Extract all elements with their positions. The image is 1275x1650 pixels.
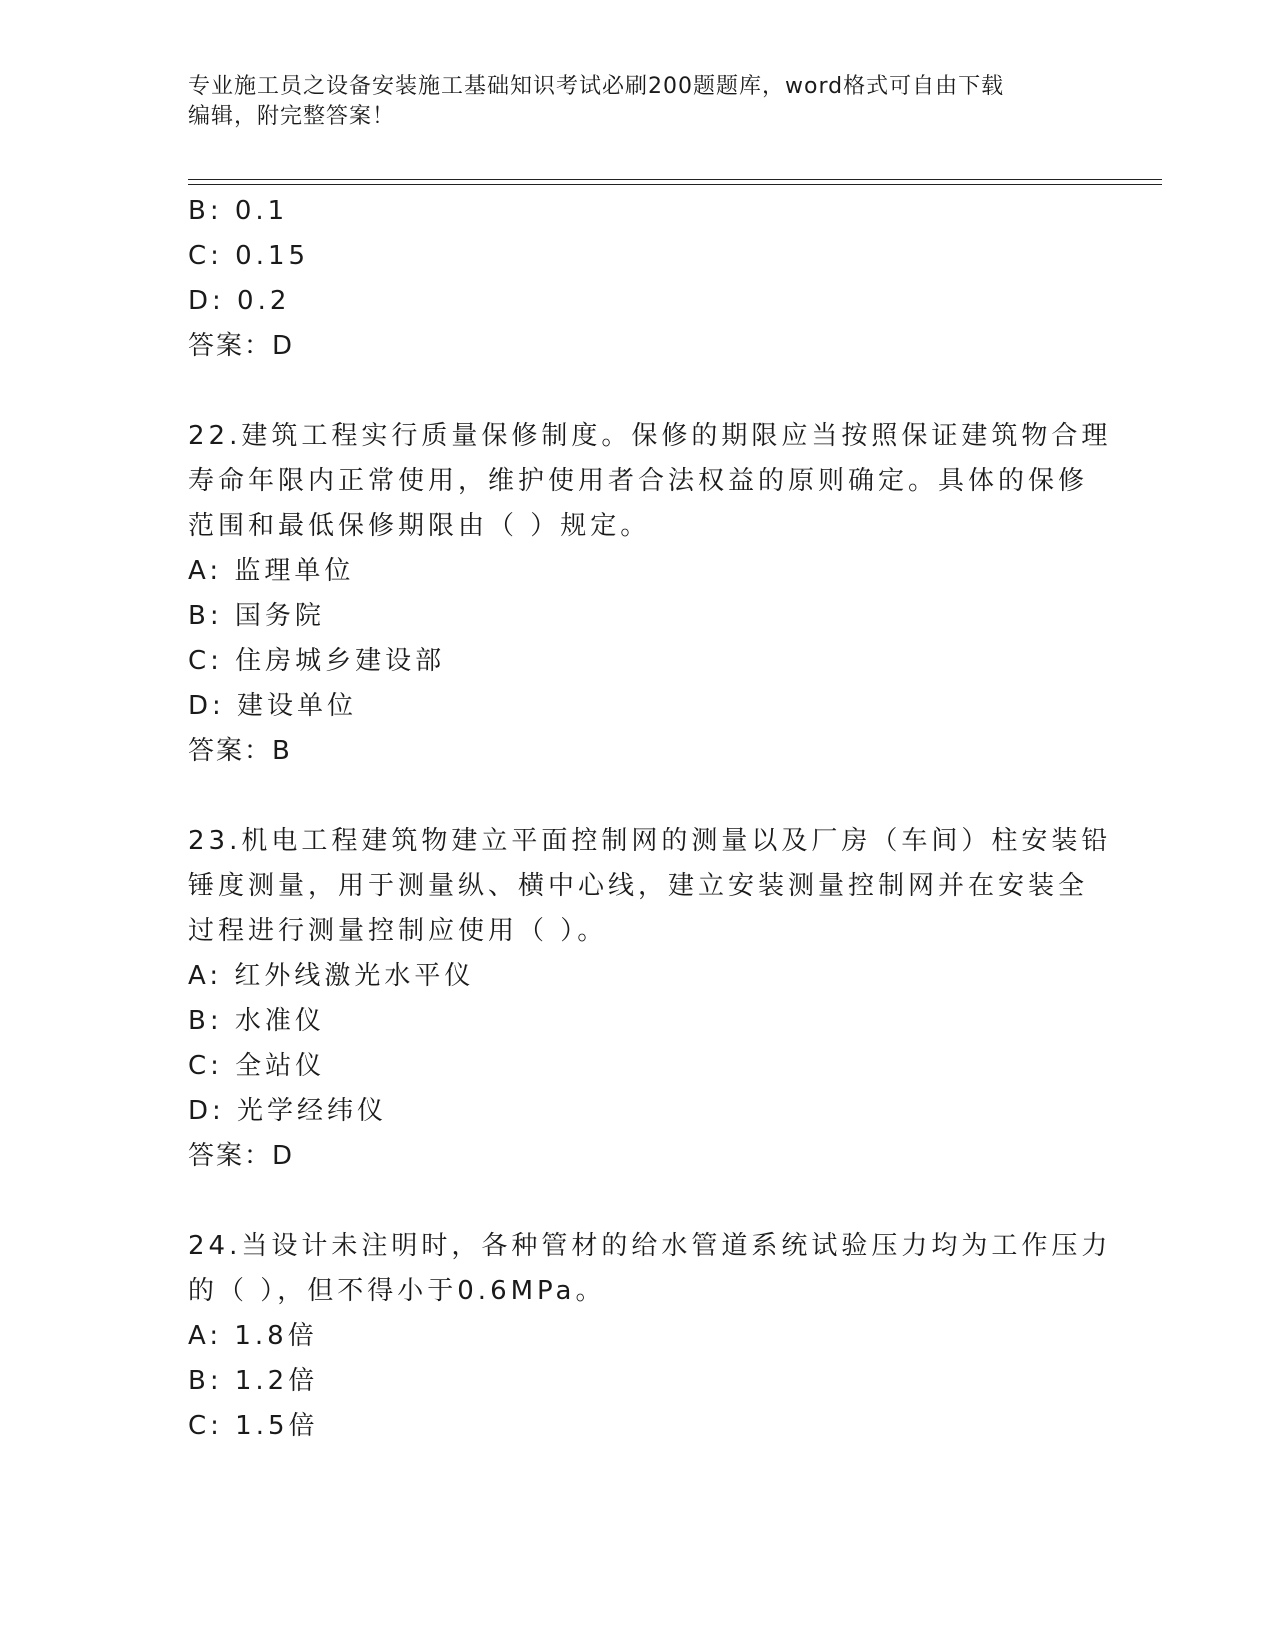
q22-stem-line-3: 范围和最低保修期限由（ ）规定。 [188, 511, 651, 541]
q23-stem-line-3: 过程进行测量控制应使用（ ）。 [188, 916, 608, 946]
q23-option-b: B: 水准仪 [188, 1006, 325, 1036]
prev-answer: 答案：D [188, 331, 295, 361]
q22-answer: 答案：B [188, 736, 292, 766]
q22-option-b: B: 国务院 [188, 601, 325, 631]
q22-stem-line-1: 22.建筑工程实行质量保修制度。保修的期限应当按照保证建筑物合理 [188, 421, 1112, 451]
document-header [188, 72, 1088, 132]
prev-option-d: D: 0.2 [188, 286, 291, 316]
q24-stem-line-2: 的（ ），但不得小于0.6MPa。 [188, 1276, 606, 1306]
header-line-2: 编辑，附完整答案！ [188, 104, 396, 129]
q24-option-c: C: 1.5倍 [188, 1411, 319, 1441]
q23-option-d: D: 光学经纬仪 [188, 1096, 388, 1126]
q22-option-c: C: 住房城乡建设部 [188, 646, 446, 676]
q23-option-a: A: 红外线激光水平仪 [188, 961, 475, 991]
q23-stem-line-1: 23.机电工程建筑物建立平面控制网的测量以及厂房（车间）柱安装铅 [188, 826, 1112, 856]
q22-option-a: A: 监理单位 [188, 556, 355, 586]
header-line-1: 专业施工员之设备安装施工基础知识考试必刷200题题库，word格式可自由下载 [188, 74, 1005, 99]
q24-option-b: B: 1.2倍 [188, 1366, 319, 1396]
q22-option-d: D: 建设单位 [188, 691, 358, 721]
q24-stem-line-1: 24.当设计未注明时，各种管材的给水管道系统试验压力均为工作压力 [188, 1231, 1112, 1261]
prev-option-b: B: 0.1 [188, 196, 289, 226]
q24-option-a: A: 1.8倍 [188, 1321, 318, 1351]
q23-stem-line-2: 锤度测量，用于测量纵、横中心线，建立安装测量控制网并在安装全 [188, 871, 1089, 901]
header-divider-bottom [188, 184, 1162, 185]
prev-option-c: C: 0.15 [188, 241, 310, 271]
q22-stem-line-2: 寿命年限内正常使用，维护使用者合法权益的原则确定。具体的保修 [188, 466, 1089, 496]
header-divider-top [188, 179, 1162, 180]
q23-answer: 答案：D [188, 1141, 295, 1171]
q23-option-c: C: 全站仪 [188, 1051, 326, 1081]
